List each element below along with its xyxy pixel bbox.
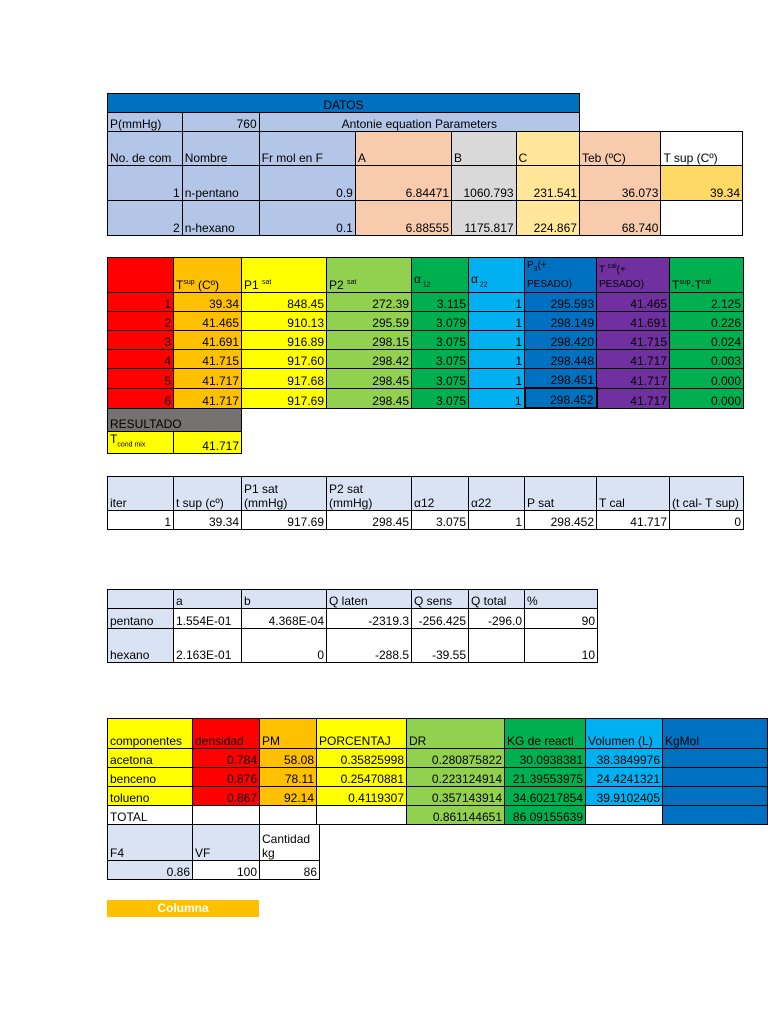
cell: 298.451: [525, 369, 597, 389]
cell: 298.45: [327, 388, 412, 408]
comp-header: PORCENTAJ: [317, 719, 407, 749]
heat-header: a: [174, 590, 242, 609]
cell: 0.226: [670, 312, 744, 331]
tcond-value: 41.717: [174, 431, 242, 453]
table-row: [108, 609, 598, 629]
cell: 1: [469, 350, 525, 369]
cell: 0: [242, 629, 327, 663]
f4-header: Cantidad kg: [260, 825, 320, 861]
heat-header: Q sens: [412, 590, 469, 609]
cell: 1175.817: [452, 201, 517, 236]
cell: 6.84471: [355, 166, 451, 201]
cell: 0.003: [670, 350, 744, 369]
header-a: A: [355, 132, 451, 166]
cell: 39.34: [174, 511, 242, 530]
cell: 910.13: [242, 312, 327, 331]
table-row: [108, 511, 744, 530]
components-table: [107, 718, 768, 825]
cell: 38.3849976: [586, 749, 663, 768]
cell: [586, 806, 663, 825]
cell: [663, 806, 768, 825]
table-row: [108, 768, 768, 787]
cell: 1: [469, 388, 525, 408]
cell: 298.149: [525, 312, 597, 331]
table-row: [108, 806, 768, 825]
cell: 0.867: [193, 787, 260, 806]
iter-header-a12: α $_{12}$: [412, 258, 469, 293]
cell: 90: [525, 609, 598, 629]
cell: 3.075: [412, 511, 469, 530]
cell: 6.88555: [355, 201, 451, 236]
cell: 917.69: [242, 388, 327, 408]
cell: 0.223124914: [407, 768, 505, 787]
cell: 0.876: [193, 768, 260, 787]
iteration-table: [107, 257, 744, 454]
cell: 231.541: [516, 166, 579, 201]
cell: 39.34: [661, 166, 743, 201]
cell: 41.715: [597, 331, 670, 350]
cell: 86.09155639: [505, 806, 586, 825]
cell: [663, 749, 768, 768]
heat-header: [108, 590, 174, 609]
cell: 1: [469, 369, 525, 389]
comp-header: KG de reacti: [505, 719, 586, 749]
cell: 1: [469, 511, 525, 530]
cell: 298.420: [525, 331, 597, 350]
cell: 917.68: [242, 369, 327, 389]
table-row: [108, 369, 744, 389]
heat-header: Q laten: [327, 590, 412, 609]
cell: tolueno: [108, 787, 193, 806]
cell: 100: [193, 861, 260, 880]
cell: 41.717: [597, 388, 670, 408]
header-no: No. de com: [108, 132, 183, 166]
heat-header: Q total: [469, 590, 525, 609]
cell: 0.357143914: [407, 787, 505, 806]
cell: 41.717: [174, 388, 242, 408]
cell: 295.59: [327, 312, 412, 331]
heat-header: b: [242, 590, 327, 609]
columna-label: Columna: [107, 900, 259, 917]
comp-header: KgMol: [663, 719, 768, 749]
cell: -288.5: [327, 629, 412, 663]
cell: 0.25470881: [317, 768, 407, 787]
cell: -39.55: [412, 629, 469, 663]
cell: 39.9102405: [586, 787, 663, 806]
cell: 1: [469, 293, 525, 312]
cell: 3.075: [412, 369, 469, 389]
cell: [663, 787, 768, 806]
comp-header: densidad: [193, 719, 260, 749]
cell: 86: [260, 861, 320, 880]
cell: 41.715: [174, 350, 242, 369]
cell: 34.60217854: [505, 787, 586, 806]
cell: 298.452: [525, 388, 597, 408]
table-row: [108, 749, 768, 768]
p-value: 760: [182, 113, 259, 132]
cell: pentano: [108, 609, 174, 629]
heat-header: %: [525, 590, 598, 609]
heat-table: [107, 589, 598, 663]
comp-header: componentes: [108, 719, 193, 749]
iter-header-p1sat: P1 $^{sat}$: [242, 258, 327, 293]
iter-header-diff: $T^{sup}-T^{cal}$: [670, 258, 744, 293]
tcond-label: $T_{cond mix}$: [108, 431, 174, 453]
summary-header: T cal: [597, 477, 670, 511]
summary-header: iter: [108, 477, 174, 511]
cell: 92.14: [260, 787, 317, 806]
cell: 39.34: [174, 293, 242, 312]
f4-header: VF: [193, 825, 260, 861]
table-row: [108, 787, 768, 806]
cell: 272.39: [327, 293, 412, 312]
cell: 41.465: [597, 293, 670, 312]
cell: 6: [108, 388, 174, 408]
cell: [661, 201, 743, 236]
comp-header: Volumen (L): [586, 719, 663, 749]
comp-header: PM: [260, 719, 317, 749]
header-teb: Teb (ºC): [579, 132, 660, 166]
cell: 41.717: [597, 369, 670, 389]
table-row: [108, 201, 743, 236]
cell: 224.867: [516, 201, 579, 236]
cell: 848.45: [242, 293, 327, 312]
cell: 41.465: [174, 312, 242, 331]
header-c: C: [516, 132, 579, 166]
cell: 41.691: [174, 331, 242, 350]
cell: 0.861144651: [407, 806, 505, 825]
summary-header: α12: [412, 477, 469, 511]
antoine-label: Antonie equation Parameters: [259, 113, 579, 132]
header-b: B: [452, 132, 517, 166]
cell: TOTAL: [108, 806, 193, 825]
cell: 1.554E-01: [174, 609, 242, 629]
cell: 0.000: [670, 388, 744, 408]
cell: 41.717: [597, 350, 670, 369]
cell: 3.075: [412, 388, 469, 408]
cell: 1: [469, 312, 525, 331]
header-fr: Fr mol en F: [259, 132, 355, 166]
table-row: [108, 388, 744, 408]
cell: [317, 806, 407, 825]
summary-header: P sat: [525, 477, 597, 511]
cell: 2: [108, 201, 183, 236]
cell: [193, 806, 260, 825]
cell: 298.448: [525, 350, 597, 369]
summary-header: P1 sat (mmHg): [242, 477, 327, 511]
cell: -2319.3: [327, 609, 412, 629]
cell: 298.15: [327, 331, 412, 350]
cell: [663, 768, 768, 787]
f4-table: [107, 824, 320, 880]
resultado-label: RESULTADO: [108, 408, 242, 431]
header-tsup: T sup (Cº): [661, 132, 743, 166]
cell: 36.073: [579, 166, 660, 201]
cell: 1: [108, 511, 174, 530]
cell: 30.0938381: [505, 749, 586, 768]
cell: 0.9: [259, 166, 355, 201]
cell: 3.075: [412, 350, 469, 369]
cell: 2.125: [670, 293, 744, 312]
datos-title: DATOS: [108, 94, 580, 113]
cell: 10: [525, 629, 598, 663]
cell: 916.89: [242, 331, 327, 350]
iter-header-blank: [108, 258, 174, 293]
iter-header-tcal: T $^{cal}$(+ PESADO): [597, 258, 670, 293]
cell: 298.452: [525, 511, 597, 530]
cell: 0.86: [108, 861, 193, 880]
cell: 0.784: [193, 749, 260, 768]
iter-header-tsup: $T^{sup}$ (Cº): [174, 258, 242, 293]
cell: n-pentano: [182, 166, 259, 201]
cell: 298.42: [327, 350, 412, 369]
cell: acetona: [108, 749, 193, 768]
cell: 917.60: [242, 350, 327, 369]
cell: 0.000: [670, 369, 744, 389]
cell: -296.0: [469, 609, 525, 629]
f4-header: F4: [108, 825, 193, 861]
cell: 5: [108, 369, 174, 389]
cell: 298.45: [327, 511, 412, 530]
cell: 2.163E-01: [174, 629, 242, 663]
cell: 0.280875822: [407, 749, 505, 768]
datos-table: [107, 93, 743, 236]
cell: hexano: [108, 629, 174, 663]
table-row: [108, 629, 598, 663]
cell: 0: [670, 511, 744, 530]
cell: 917.69: [242, 511, 327, 530]
cell: 3: [108, 331, 174, 350]
cell: 3.075: [412, 331, 469, 350]
cell: 0.1: [259, 201, 355, 236]
cell: 41.717: [597, 511, 670, 530]
cell: [469, 629, 525, 663]
table-row: [108, 312, 744, 331]
cell: 58.08: [260, 749, 317, 768]
cell: 78.11: [260, 768, 317, 787]
table-row: [108, 350, 744, 369]
cell: 0.024: [670, 331, 744, 350]
comp-header: DR: [407, 719, 505, 749]
cell: 1: [108, 293, 174, 312]
table-row: [108, 293, 744, 312]
cell: 41.691: [597, 312, 670, 331]
iter-header-p2sat: P2 $^{sat}$: [327, 258, 412, 293]
iter-header-a22: α $_{22}$: [469, 258, 525, 293]
cell: 298.45: [327, 369, 412, 389]
table-row: [108, 861, 320, 880]
cell: benceno: [108, 768, 193, 787]
table-row: [108, 331, 744, 350]
summary-header: (t cal- T sup): [670, 477, 744, 511]
cell: 41.717: [174, 369, 242, 389]
header-nombre: Nombre: [182, 132, 259, 166]
cell: 0.4119307: [317, 787, 407, 806]
cell: -256.425: [412, 609, 469, 629]
cell: 1: [108, 166, 183, 201]
table-row: [108, 166, 743, 201]
cell: 295.593: [525, 293, 597, 312]
cell: 3.079: [412, 312, 469, 331]
cell: n-hexano: [182, 201, 259, 236]
summary-header: t sup (cº): [174, 477, 242, 511]
cell: 0.35825998: [317, 749, 407, 768]
cell: 1060.793: [452, 166, 517, 201]
cell: 1: [469, 331, 525, 350]
cell: 2: [108, 312, 174, 331]
cell: 3.115: [412, 293, 469, 312]
cell: 21.39553975: [505, 768, 586, 787]
summary-table: [107, 476, 744, 530]
summary-header: P2 sat (mmHg): [327, 477, 412, 511]
cell: 4.368E-04: [242, 609, 327, 629]
cell: 68.740: [579, 201, 660, 236]
summary-header: α22: [469, 477, 525, 511]
p-label: P(mmHg): [108, 113, 183, 132]
iter-header-p3: $P_3(+$ PESADO): [525, 258, 597, 293]
cell: [260, 806, 317, 825]
cell: 4: [108, 350, 174, 369]
cell: 24.4241321: [586, 768, 663, 787]
